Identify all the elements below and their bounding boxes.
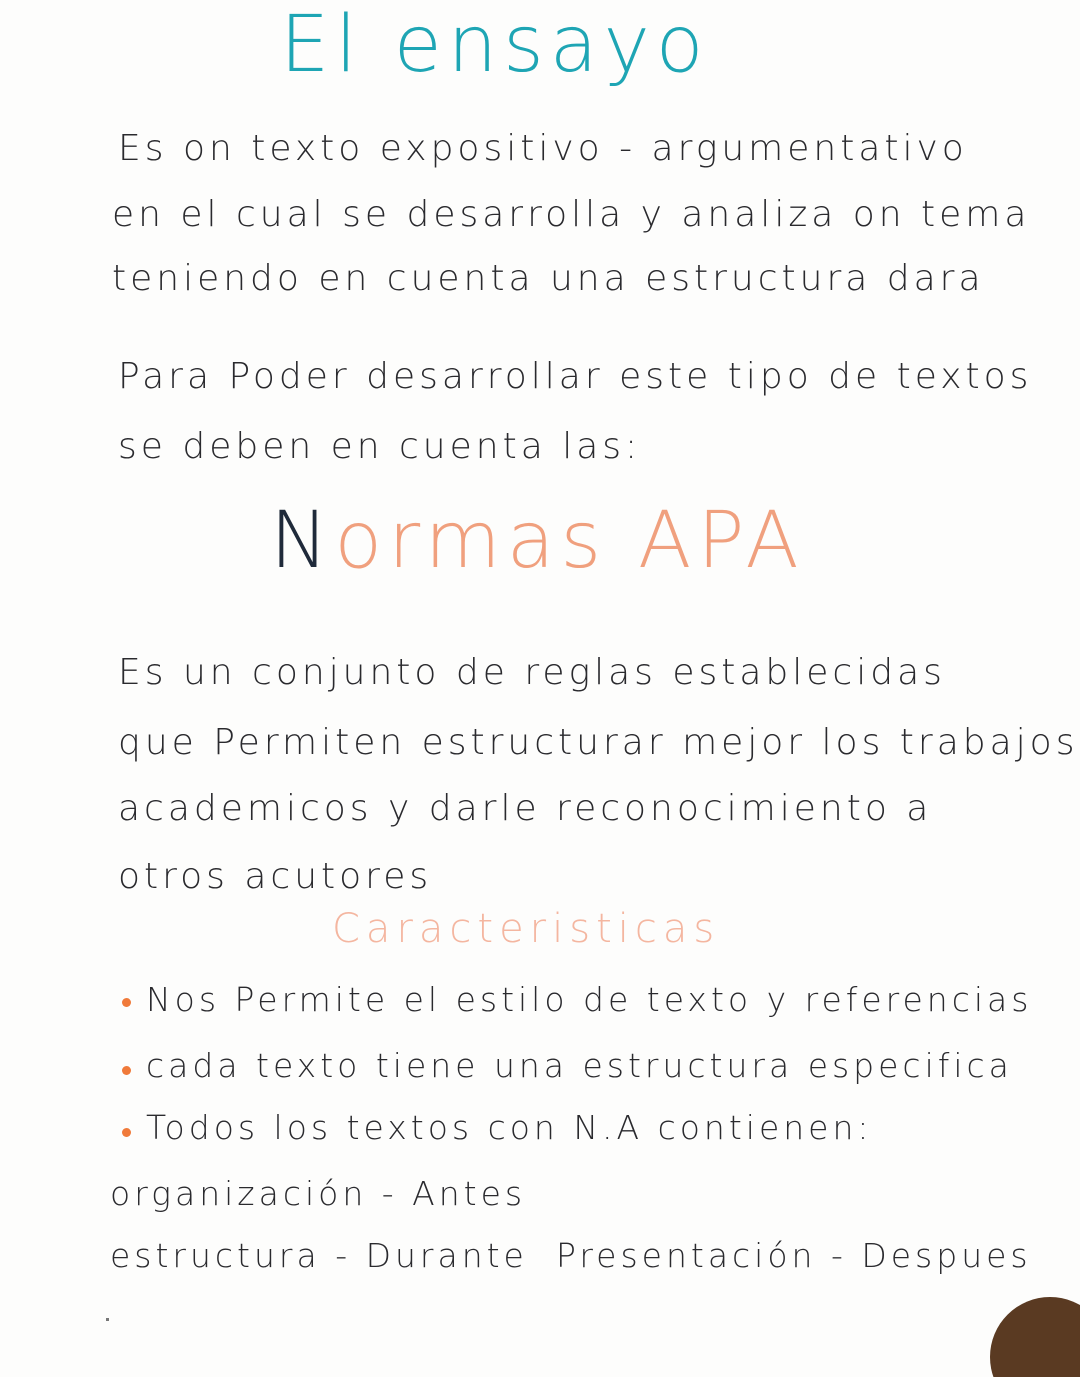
feature-item-2: cada texto tiene una estructura especifica — [146, 1046, 1013, 1085]
page-title: El ensayo — [280, 0, 710, 90]
bullet-dot — [122, 998, 131, 1007]
para-line-1: Para Poder desarrollar este tipo de textos — [118, 356, 1033, 397]
definition-line-2: que Permiten estructurar mejor los trabajos — [118, 722, 1079, 763]
bullet-dot — [122, 1128, 131, 1137]
feature-item-3: Todos los textos con N.A contienen: — [146, 1108, 873, 1147]
section-title-first-letter: N — [270, 496, 335, 586]
intro-line-2: en el cual se desarrolla y analiza on tema — [112, 194, 1031, 235]
definition-line-4: otros acutores — [118, 856, 433, 897]
bullet-dot — [122, 1066, 131, 1075]
stage-presentacion: Presentación - Despues — [556, 1236, 1032, 1275]
intro-line-3: teniendo en cuenta una estructura dara — [112, 258, 985, 299]
section-title-rest: ormas APA — [334, 496, 805, 586]
intro-line-1: Es on texto expositivo - argumentativo — [118, 128, 968, 169]
definition-line-3: academicos y darle reconocimiento a — [118, 788, 933, 829]
features-title: Caracteristicas — [332, 906, 721, 952]
stage-organizacion: organización - Antes — [110, 1174, 527, 1213]
stage-estructura: estructura - Durante — [110, 1236, 528, 1275]
para-line-2: se deben en cuenta las: — [118, 426, 642, 467]
feature-item-1: Nos Permite el estilo de texto y referencias — [146, 980, 1033, 1019]
definition-line-1: Es un conjunto de reglas establecidas — [118, 652, 946, 693]
section-title-normas-apa — [270, 496, 805, 586]
pencil-mark — [106, 1318, 109, 1321]
page-corner-shadow — [990, 1297, 1080, 1377]
